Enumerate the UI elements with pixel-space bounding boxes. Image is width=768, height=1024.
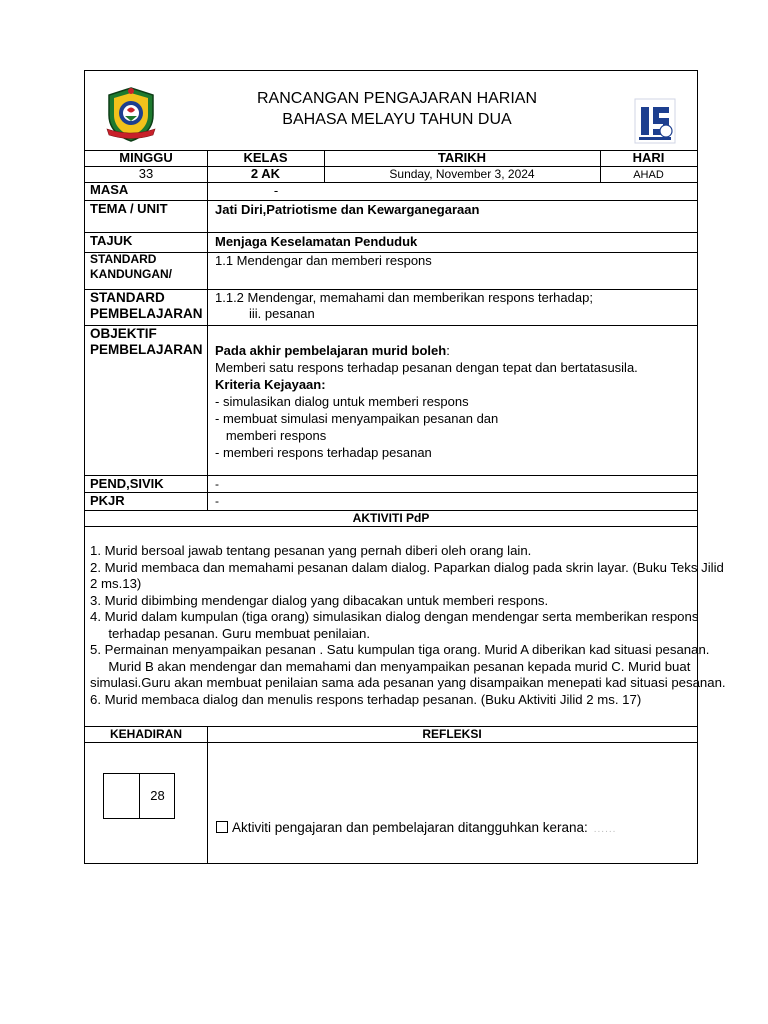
aktiviti-line: 4. Murid dalam kumpulan (tiga orang) simulasikan dialog dengan mendengar serta memberikan respons [90, 609, 699, 624]
tarikh-value: Sunday, November 3, 2024 [389, 167, 535, 181]
rule [85, 492, 697, 493]
standard-kandungan-value: 1.1 Mendengar dan memberi respons [215, 253, 432, 268]
tajuk-value: Menjaga Keselamatan Penduduk [215, 234, 418, 249]
rule [207, 150, 208, 510]
hari-value: AHAD [633, 169, 664, 181]
aktiviti-line: 6. Murid membaca dialog dan menulis respons terhadap pesanan. (Buku Aktiviti Jilid 2 ms. 17) [90, 691, 642, 707]
standard-pembelajaran-value [215, 290, 593, 322]
postponed-checkbox[interactable] [216, 821, 228, 833]
rule [207, 726, 208, 864]
objektif-label [90, 326, 203, 358]
objektif-heading-text: Pada akhir pembelajaran murid boleh [215, 343, 447, 358]
aktiviti-heading: AKTIVITI PdP [352, 511, 430, 525]
refleksi-text: Aktiviti pengajaran dan pembelajaran ditangguhkan kerana: [232, 820, 588, 835]
sk-label-line: STANDARD [90, 252, 157, 266]
kriteria-item: - simulasikan dialog untuk memberi respons [215, 394, 469, 409]
aktiviti-line: 2 ms.13) [90, 576, 142, 591]
attendance-total: 28 [150, 788, 165, 803]
sp-value-line: iii. pesanan [249, 306, 315, 321]
masa-label: MASA [90, 182, 129, 197]
sk-label-line: KANDUNGAN/ [90, 267, 172, 281]
kriteria-heading: Kriteria Kejayaan: [215, 377, 326, 392]
hari-label: HARI [632, 150, 665, 165]
op-label-line: OBJEKTIF [90, 326, 157, 341]
pkjr-value: - [215, 494, 219, 508]
standard-pembelajaran-label [90, 290, 203, 322]
ministry-logo [633, 97, 677, 145]
refleksi-line [216, 820, 616, 838]
school-crest-logo [103, 85, 159, 143]
minggu-value: 33 [138, 166, 154, 181]
kriteria-item: - memberi respons terhadap pesanan [215, 445, 432, 460]
refleksi-dots: ...... [593, 824, 617, 835]
tarikh-label: TARIKH [437, 150, 487, 165]
sivik-label: PEND,SIVIK [90, 476, 164, 491]
sp-label-line: PEMBELAJARAN [90, 306, 203, 321]
sp-label-line: STANDARD [90, 290, 165, 305]
kriteria-item: memberi respons [215, 428, 327, 443]
rule [85, 232, 697, 233]
objektif-content [215, 342, 685, 461]
kelas-value: 2 AK [250, 166, 281, 181]
title-line-1: RANCANGAN PENGAJARAN HARIAN [256, 90, 538, 107]
aktiviti-line: 1. Murid bersoal jawab tentang pesanan yang pernah diberi oleh orang lain. [90, 543, 532, 558]
rule [85, 200, 697, 201]
rule [85, 526, 697, 527]
kriteria-item: - membuat simulasi menyampaikan pesanan dan [215, 411, 499, 426]
aktiviti-list [90, 543, 726, 708]
minggu-label: MINGGU [119, 150, 173, 165]
objektif-heading-colon: : [446, 343, 450, 358]
sivik-value: - [215, 477, 219, 491]
aktiviti-line: 3. Murid dibimbing mendengar dialog yang dibacakan untuk memberi respons. [90, 592, 549, 608]
tajuk-label: TAJUK [90, 233, 133, 248]
objektif-heading [215, 342, 685, 359]
standard-kandungan-label [90, 252, 172, 282]
tema-label: TEMA / UNIT [90, 201, 168, 216]
aktiviti-line: 2. Murid membaca dan memahami pesanan dalam dialog. Paparkan dialog pada skrin layar. (Buku Teks Jilid [90, 559, 724, 575]
op-label-line: PEMBELAJARAN [90, 342, 203, 357]
pkjr-label: PKJR [90, 493, 125, 508]
aktiviti-line: terhadap pesanan. Guru membuat penilaian. [90, 625, 371, 641]
title-line-2: BAHASA MELAYU TAHUN DUA [282, 111, 512, 128]
kehadiran-label: KEHADIRAN [110, 727, 182, 741]
aktiviti-line: simulasi.Guru akan membuat penilaian sama ada pesanan yang disampaikan menepati kad situasi pesanan. [90, 675, 726, 690]
attendance-box [103, 773, 175, 819]
aktiviti-line: 5. Permainan menyampaikan pesanan . Satu kumpulan tiga orang. Murid A diberikan kad situasi pesanan. [90, 642, 710, 657]
masa-value: - [273, 183, 279, 198]
rule [85, 182, 697, 183]
rule [85, 742, 697, 743]
objektif-text: Memberi satu respons terhadap pesanan dengan tepat dan bertatasusila. [215, 360, 638, 375]
sp-value-line: 1.1.2 Mendengar, memahami dan memberikan respons terhadap; [215, 290, 593, 305]
page-title [185, 88, 609, 130]
lesson-plan-sheet [84, 70, 726, 864]
tema-value: Jati Diri,Patriotisme dan Kewarganegaraan [215, 202, 480, 217]
refleksi-label: REFLEKSI [422, 727, 482, 741]
rule [85, 475, 697, 476]
aktiviti-line: Murid B akan mendengar dan memahami dan menyampaikan pesanan kepada murid C. Murid buat [90, 658, 691, 674]
kelas-label: KELAS [243, 150, 288, 165]
